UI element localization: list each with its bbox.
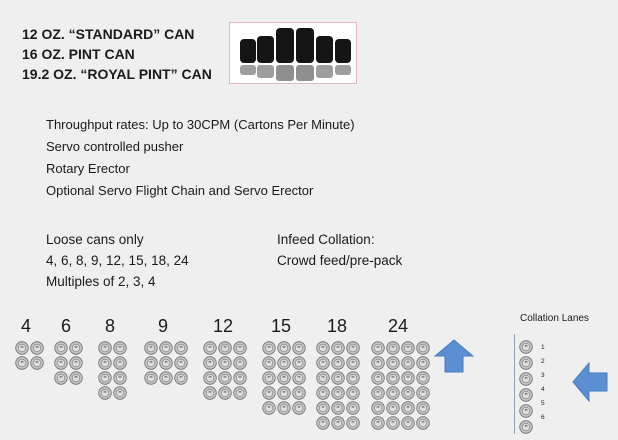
can-top-icon [346, 341, 360, 355]
can-size-19oz: 19.2 OZ. “ROYAL PINT” CAN [22, 66, 212, 82]
pack-grid-18 [316, 341, 360, 430]
can-top-icon [331, 356, 345, 370]
loose-cans-title: Loose cans only [46, 232, 144, 247]
lane-number-5: 5 [541, 400, 545, 407]
can-top-icon [371, 416, 385, 430]
can-top-icon [292, 401, 306, 415]
can-top-icon [416, 416, 430, 430]
can-top-icon [277, 386, 291, 400]
can-top-icon [346, 386, 360, 400]
can-top-icon [69, 341, 83, 355]
can-top-icon [218, 341, 232, 355]
can-silhouettes-image [229, 22, 357, 84]
can-top-icon [54, 341, 68, 355]
can-top-icon [416, 371, 430, 385]
can-top-icon [54, 356, 68, 370]
can-top-icon [331, 401, 345, 415]
can-top-icon [292, 356, 306, 370]
can-top-icon [174, 371, 188, 385]
can-top-icon [386, 356, 400, 370]
can-top-icon [98, 386, 112, 400]
can-top-icon [519, 404, 533, 418]
can-top-icon [98, 371, 112, 385]
can-top-icon [519, 388, 533, 402]
pack-grid-8 [98, 341, 127, 400]
can-top-icon [316, 341, 330, 355]
can-top-icon [218, 356, 232, 370]
can-top-icon [98, 341, 112, 355]
can-top-icon [371, 356, 385, 370]
pack-label-24: 24 [388, 316, 409, 336]
can-top-icon [401, 356, 415, 370]
can-top-icon [144, 341, 158, 355]
can-top-icon [416, 356, 430, 370]
pack-grid-4 [15, 341, 44, 370]
pack-grid-15 [262, 341, 306, 415]
can-top-icon [386, 401, 400, 415]
can-top-icon [277, 371, 291, 385]
pack-label-18: 18 [327, 316, 348, 336]
can-top-icon [144, 371, 158, 385]
can-top-icon [233, 341, 247, 355]
infeed-collation-block [277, 229, 402, 271]
lane-number-4: 4 [541, 386, 545, 393]
can-top-icon [30, 356, 44, 370]
can-top-icon [386, 386, 400, 400]
lane-number-6: 6 [541, 414, 545, 421]
can-top-icon [401, 371, 415, 385]
loose-cans-block [46, 229, 189, 292]
pack-grid-6 [54, 341, 83, 385]
infeed-title: Infeed Collation: [277, 232, 375, 247]
can-top-icon [346, 416, 360, 430]
pack-grid-24 [371, 341, 430, 430]
can-top-icon [316, 356, 330, 370]
can-top-icon [262, 341, 276, 355]
can-top-icon [331, 386, 345, 400]
can-top-icon [15, 341, 29, 355]
can-top-icon [277, 356, 291, 370]
can-top-icon [69, 356, 83, 370]
can-silhouettes-icon [230, 23, 356, 83]
lane-number-3: 3 [541, 372, 545, 379]
can-top-icon [30, 341, 44, 355]
collation-lanes-title: Collation Lanes [520, 313, 589, 324]
can-top-icon [262, 371, 276, 385]
can-top-icon [144, 356, 158, 370]
can-top-icon [203, 371, 217, 385]
feature-rotary-erector: Rotary Erector [46, 161, 130, 176]
can-top-icon [416, 386, 430, 400]
can-top-icon [113, 371, 127, 385]
can-top-icon [316, 416, 330, 430]
can-top-icon [69, 371, 83, 385]
can-top-icon [233, 371, 247, 385]
can-top-icon [203, 341, 217, 355]
can-top-icon [331, 371, 345, 385]
pack-grid-9 [144, 341, 188, 385]
feature-servo-pusher: Servo controlled pusher [46, 139, 184, 154]
can-top-icon [316, 371, 330, 385]
can-top-icon [346, 401, 360, 415]
can-top-icon [98, 356, 112, 370]
lane-can-column [519, 340, 533, 434]
can-top-icon [346, 356, 360, 370]
can-top-icon [262, 401, 276, 415]
can-top-icon [262, 386, 276, 400]
can-top-icon [386, 341, 400, 355]
can-top-icon [174, 356, 188, 370]
can-top-icon [203, 386, 217, 400]
pack-label-4: 4 [21, 316, 32, 336]
can-top-icon [401, 416, 415, 430]
can-top-icon [316, 401, 330, 415]
can-size-list [22, 24, 212, 84]
can-top-icon [519, 356, 533, 370]
lane-divider [514, 334, 515, 434]
can-top-icon [159, 371, 173, 385]
can-top-icon [401, 341, 415, 355]
can-top-icon [15, 356, 29, 370]
can-top-icon [233, 386, 247, 400]
feature-list [46, 114, 355, 202]
can-top-icon [233, 356, 247, 370]
pack-label-8: 8 [105, 316, 116, 336]
arrow-left-icon [572, 362, 608, 402]
can-top-icon [519, 420, 533, 434]
arrow-up-icon [434, 339, 474, 373]
can-top-icon [386, 371, 400, 385]
can-top-icon [174, 341, 188, 355]
can-top-icon [277, 341, 291, 355]
can-top-icon [346, 371, 360, 385]
can-top-icon [218, 371, 232, 385]
feature-optional-servo: Optional Servo Flight Chain and Servo Erector [46, 183, 314, 198]
can-top-icon [519, 340, 533, 354]
can-size-12oz: 12 OZ. “STANDARD” CAN [22, 26, 195, 42]
can-top-icon [371, 371, 385, 385]
can-top-icon [113, 386, 127, 400]
can-top-icon [292, 341, 306, 355]
can-top-icon [401, 401, 415, 415]
can-top-icon [371, 341, 385, 355]
can-top-icon [371, 386, 385, 400]
pack-label-15: 15 [271, 316, 292, 336]
can-top-icon [113, 356, 127, 370]
can-size-16oz: 16 OZ. PINT CAN [22, 46, 135, 62]
can-top-icon [401, 386, 415, 400]
infeed-value: Crowd feed/pre-pack [277, 253, 403, 268]
pack-label-12: 12 [213, 316, 234, 336]
can-top-icon [159, 341, 173, 355]
pack-grid-12 [203, 341, 247, 400]
can-top-icon [416, 401, 430, 415]
can-top-icon [416, 341, 430, 355]
throughput-rate: Throughput rates: Up to 30CPM (Cartons Per Minute) [46, 117, 355, 132]
loose-cans-multiples: Multiples of 2, 3, 4 [46, 274, 156, 289]
can-top-icon [331, 416, 345, 430]
lane-numbers [541, 341, 545, 425]
can-top-icon [519, 372, 533, 386]
can-top-icon [218, 386, 232, 400]
can-top-icon [371, 401, 385, 415]
can-top-icon [292, 371, 306, 385]
lane-number-1: 1 [541, 344, 545, 351]
can-top-icon [331, 341, 345, 355]
pack-label-9: 9 [158, 316, 169, 336]
can-top-icon [113, 341, 127, 355]
loose-cans-counts: 4, 6, 8, 9, 12, 15, 18, 24 [46, 253, 189, 268]
can-top-icon [316, 386, 330, 400]
pack-label-6: 6 [61, 316, 72, 336]
can-top-icon [54, 371, 68, 385]
can-top-icon [292, 386, 306, 400]
can-top-icon [386, 416, 400, 430]
can-top-icon [159, 356, 173, 370]
can-top-icon [203, 356, 217, 370]
can-top-icon [277, 401, 291, 415]
lane-number-2: 2 [541, 358, 545, 365]
can-top-icon [262, 356, 276, 370]
